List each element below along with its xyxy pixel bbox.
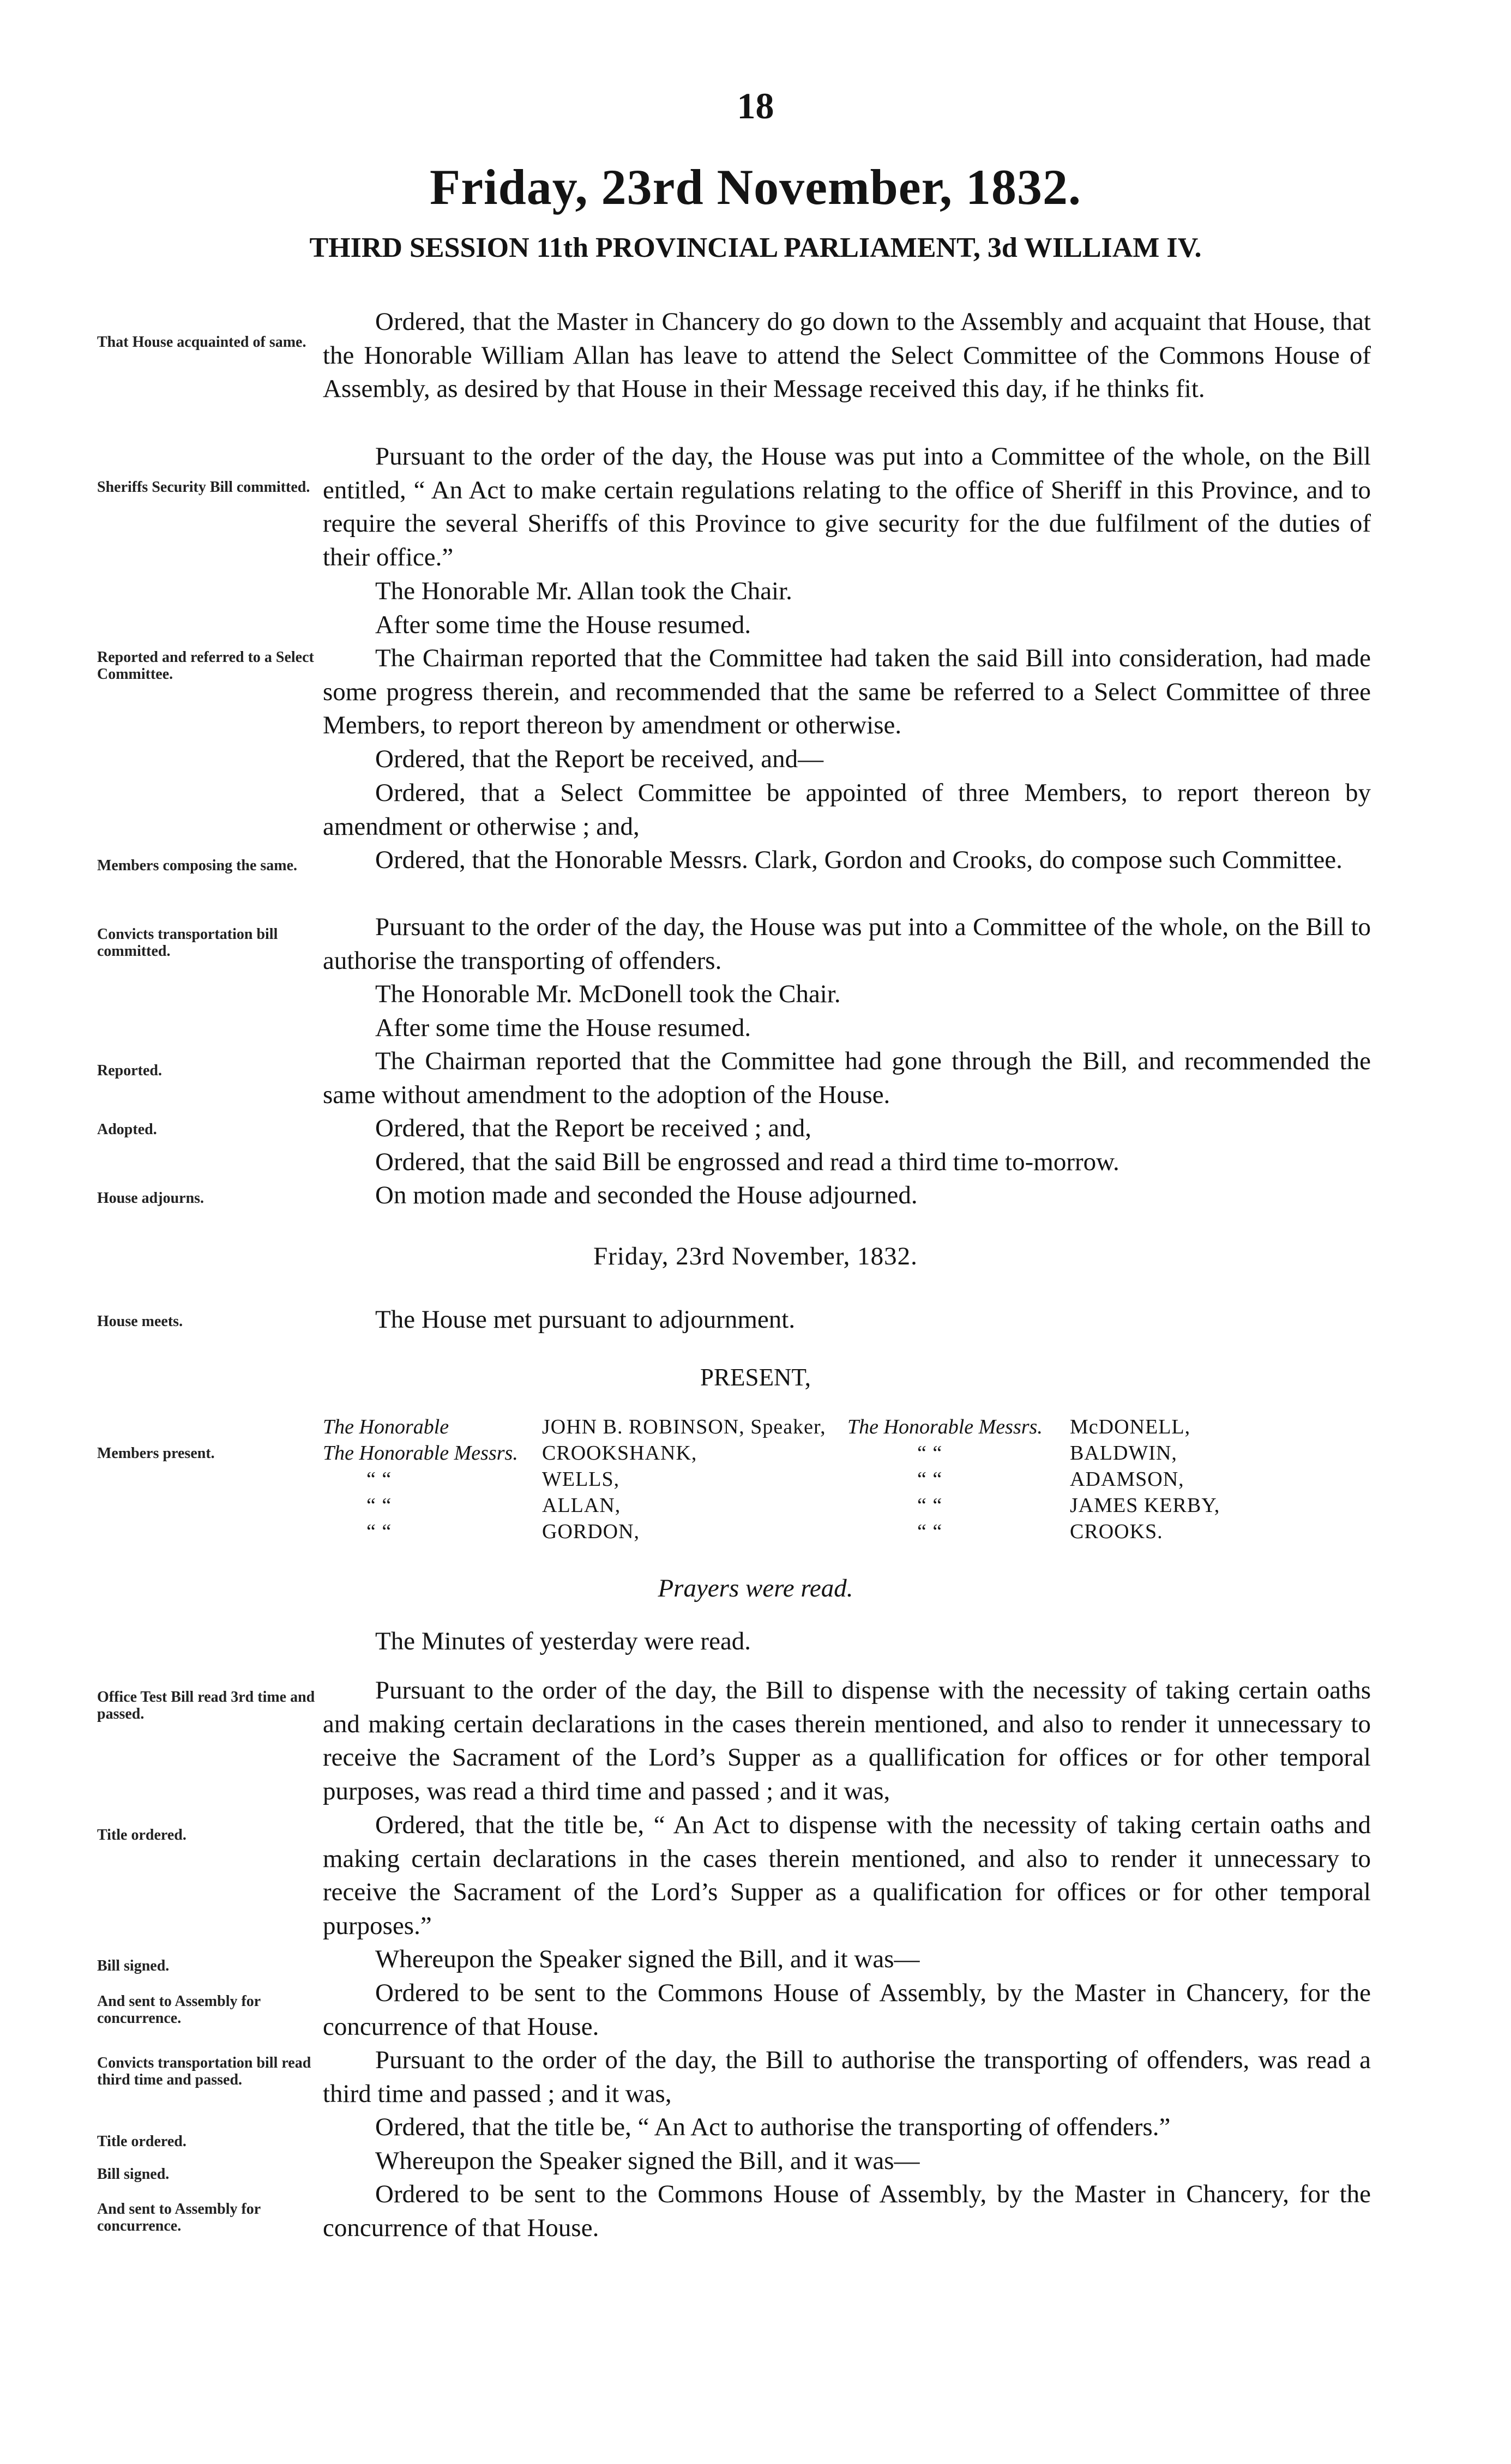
ditto-mark: “ “ xyxy=(366,1468,392,1491)
member-name: JOHN B. ROBINSON, Speaker, xyxy=(542,1415,826,1438)
members-row xyxy=(323,1466,1371,1492)
margin-note: And sent to Assembly for concurrence. xyxy=(97,2201,261,2234)
paragraph: Ordered, that the title be, “ An Act to dispense with the necessity of taking certain oaths and making certain declarations in the cases therein mentioned, and also to render it unnecessary to receive the Sacrament of the Lord’s Supper as a qualification for offices or for other temporal purposes.” xyxy=(323,1811,1371,1940)
ditto-mark: “ “ xyxy=(366,1494,392,1517)
paragraph: The Chairman reported that the Committee had taken the said Bill into consideration, had made some progress therein, and recommended that the same be referred to a Select Committee of three Members, to report thereon by amendment or otherwise. xyxy=(323,644,1371,739)
margin-note: House meets. xyxy=(97,1313,183,1330)
paragraph: Ordered, that the Report be received, and— xyxy=(375,745,824,773)
paragraph: Pursuant to the order of the day, the Bill to dispense with the necessity of taking certain oaths and making certain declarations in the cases therein mentioned, and also to render it unnecessary to receive the Sacrament of the Lord’s Supper as a quallification for offices or for other temporal purposes, was read a third time and passed ; and it was, xyxy=(323,1676,1371,1805)
paragraph: Ordered, that the Report be received ; and, xyxy=(375,1114,811,1142)
paragraph: Ordered, that the Master in Chancery do go down to the Assembly and acquaint that House, that the Honorable William Allan has leave to attend the Select Committee of the Commons House of Assembly, as desired by that House in their Message received this day, if he thinks fit. xyxy=(323,308,1371,403)
paragraph: Ordered, that the title be, “ An Act to authorise the transporting of offenders.” xyxy=(375,2113,1171,2141)
paragraph: Ordered, that the Honorable Messrs. Clark, Gordon and Crooks, do compose such Committee. xyxy=(375,846,1343,874)
ditto-mark: “ “ xyxy=(917,1494,943,1517)
member-name: BALDWIN, xyxy=(1070,1442,1177,1465)
margin-note: Reported. xyxy=(97,1062,162,1079)
members-row xyxy=(323,1519,1371,1545)
paragraph: The Honorable Mr. McDonell took the Chair. xyxy=(375,980,841,1008)
margin-note: Bill signed. xyxy=(97,1957,170,1974)
paragraph: The Minutes of yesterday were read. xyxy=(375,1627,751,1655)
page-title: Friday, 23rd November, 1832. xyxy=(430,159,1081,215)
members-title: The Honorable Messrs. xyxy=(847,1415,1043,1438)
margin-note: Title ordered. xyxy=(97,2133,186,2150)
paragraph: Pursuant to the order of the day, the Bill to authorise the transporting of offenders, was read a third time and passed ; and it was, xyxy=(323,2046,1371,2108)
paragraph: Pursuant to the order of the day, the House was put into a Committee of the whole, on the Bill to authorise the transporting of offenders. xyxy=(323,913,1371,975)
session-heading: THIRD SESSION 11th PROVINCIAL PARLIAMENT, 3d WILLIAM IV. xyxy=(309,232,1202,263)
margin-note: Convicts transportation bill read third time and passed. xyxy=(97,2055,311,2088)
ditto-mark: “ “ xyxy=(366,1520,392,1543)
ditto-mark: “ “ xyxy=(917,1468,943,1491)
ditto-mark: “ “ xyxy=(917,1520,943,1543)
margin-note: Adopted. xyxy=(97,1121,157,1138)
paragraph: Ordered to be sent to the Commons House of Assembly, by the Master in Chancery, for the concurrence of that House. xyxy=(323,1979,1371,2041)
members-row xyxy=(323,1492,1371,1519)
paragraph: After some time the House resumed. xyxy=(375,1014,751,1042)
paragraph: Pursuant to the order of the day, the House was put into a Committee of the whole, on the Bill entitled, “ An Act to make certain regulations relating to the office of Sheriff in this Province, and to require the several Sheriffs of this Province to give security for the due fulfilment of the duties of their office.” xyxy=(323,442,1371,571)
margin-note: Bill signed. xyxy=(97,2166,170,2183)
member-name: JAMES KERBY, xyxy=(1070,1494,1220,1517)
prayers-note: Prayers were read. xyxy=(658,1574,853,1602)
member-name: ALLAN, xyxy=(542,1494,621,1517)
paragraph: The Chairman reported that the Committee had gone through the Bill, and recommended the same without amendment to the adoption of the House. xyxy=(323,1047,1371,1109)
date-heading: Friday, 23rd November, 1832. xyxy=(593,1242,918,1270)
paragraph: The Honorable Mr. Allan took the Chair. xyxy=(375,577,792,605)
members-row xyxy=(323,1440,1371,1466)
members-row xyxy=(323,1414,1371,1440)
paragraph: Ordered, that a Select Committee be appointed of three Members, to report thereon by amendment or otherwise ; and, xyxy=(323,779,1371,841)
members-title: The Honorable xyxy=(323,1415,449,1438)
member-name: CROOKSHANK, xyxy=(542,1442,697,1465)
paragraph: Ordered, that the said Bill be engrossed and read a third time to-morrow. xyxy=(375,1148,1119,1176)
page-number: 18 xyxy=(737,85,774,126)
margin-note: Reported and referred to a Select Committee. xyxy=(97,649,314,683)
members-title: The Honorable Messrs. xyxy=(323,1442,518,1465)
member-name: ADAMSON, xyxy=(1070,1468,1184,1491)
paragraph: The House met pursuant to adjournment. xyxy=(375,1305,796,1334)
paragraph: Whereupon the Speaker signed the Bill, and it was— xyxy=(375,2147,920,2175)
margin-note: That House acquainted of same. xyxy=(97,334,306,351)
margin-note: Sheriffs Security Bill committed. xyxy=(97,479,310,496)
member-name: CROOKS. xyxy=(1070,1520,1163,1543)
paragraph: Ordered to be sent to the Commons House of Assembly, by the Master in Chancery, for the concurrence of that House. xyxy=(323,2180,1371,2242)
margin-note: Members composing the same. xyxy=(97,857,298,874)
member-name: WELLS, xyxy=(542,1468,620,1491)
members-table xyxy=(323,1414,1371,1545)
margin-note: Convicts transportation bill committed. xyxy=(97,926,278,960)
margin-note: And sent to Assembly for concurrence. xyxy=(97,1993,261,2027)
margin-note: House adjourns. xyxy=(97,1190,204,1207)
paragraph: Whereupon the Speaker signed the Bill, and it was— xyxy=(375,1945,920,1973)
margin-note: Office Test Bill read 3rd time and passed. xyxy=(97,1689,315,1722)
member-name: GORDON, xyxy=(542,1520,640,1543)
present-heading: PRESENT, xyxy=(700,1364,811,1391)
ditto-mark: “ “ xyxy=(917,1442,943,1465)
margin-note: Title ordered. xyxy=(97,1827,186,1844)
member-name: McDONELL, xyxy=(1070,1415,1191,1438)
paragraph: On motion made and seconded the House adjourned. xyxy=(375,1181,918,1209)
margin-note: Members present. xyxy=(97,1445,215,1462)
paragraph: After some time the House resumed. xyxy=(375,611,751,639)
